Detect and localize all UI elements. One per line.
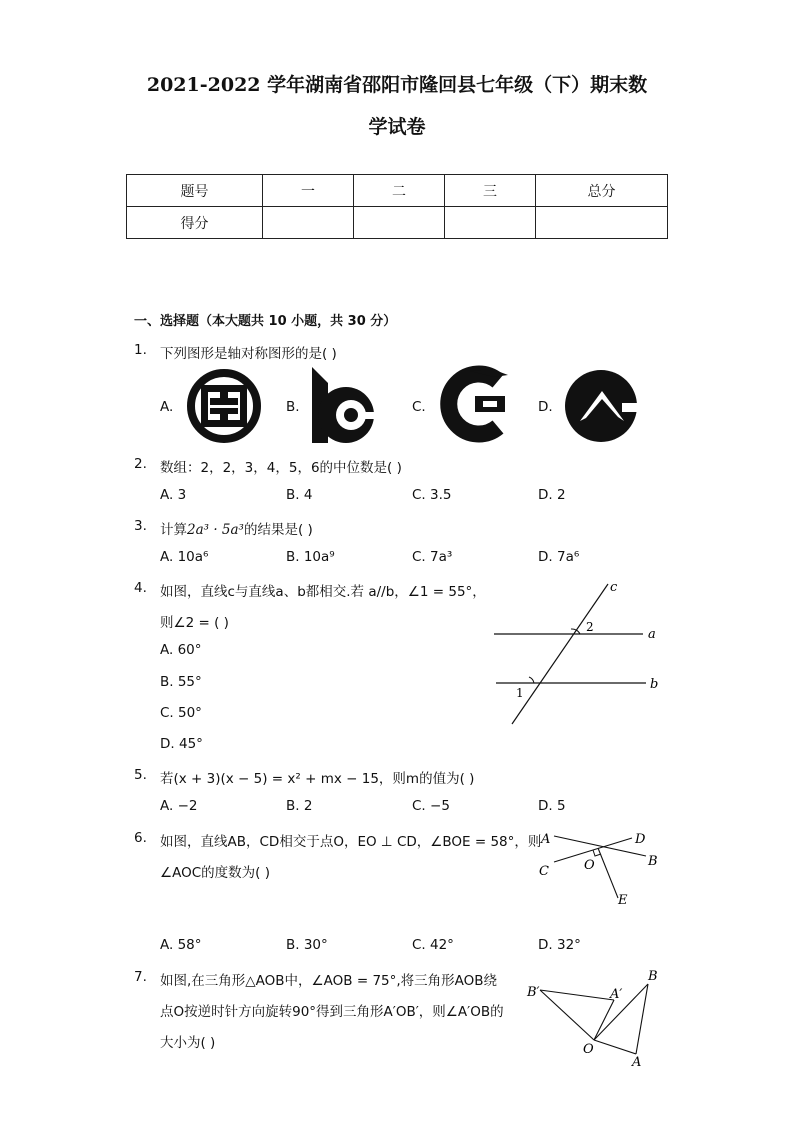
question-stem: 如图，直线AB，CD相交于点O，EO ⊥ CD，∠BOE = 58°，则 bbox=[160, 834, 542, 850]
option-label: C. bbox=[412, 399, 426, 415]
b-letter-logo-icon bbox=[306, 365, 386, 445]
question-stem: 则∠2 = ( ) bbox=[160, 615, 229, 631]
table-cell bbox=[354, 207, 445, 239]
option-label: B. 2 bbox=[286, 798, 313, 814]
table-cell: 题号 bbox=[127, 175, 263, 207]
point-label-B: B bbox=[648, 854, 658, 869]
option-label: C. −5 bbox=[412, 798, 450, 814]
option-label: D. 32° bbox=[538, 937, 581, 953]
table-cell: 得分 bbox=[127, 207, 263, 239]
option-label: A. 60° bbox=[160, 642, 202, 658]
bank-logo-icon bbox=[184, 367, 264, 445]
question-stem: 大小为( ) bbox=[160, 1035, 216, 1051]
option-label: C. 50° bbox=[160, 705, 202, 721]
option-label: C. 42° bbox=[412, 937, 454, 953]
option-label: C. 7a³ bbox=[412, 549, 453, 565]
option-label: D. 45° bbox=[160, 736, 203, 752]
option-label: D. 5 bbox=[538, 798, 566, 814]
mountain-circle-logo-icon bbox=[564, 369, 638, 443]
option-label: D. bbox=[538, 399, 553, 415]
stem-text: 计算 bbox=[160, 522, 187, 538]
point-label-C: C bbox=[539, 864, 549, 879]
point-label-D: D bbox=[635, 832, 646, 847]
table-cell bbox=[536, 207, 668, 239]
point-label-E: E bbox=[618, 893, 628, 908]
option-label: B. 30° bbox=[286, 937, 328, 953]
question-stem: 若(x + 3)(x − 5) = x² + mx − 15，则m的值为( ) bbox=[160, 771, 475, 787]
line-label-a: a bbox=[648, 627, 656, 642]
angle-label-1: 1 bbox=[516, 686, 524, 700]
option-label: A. 10a⁶ bbox=[160, 549, 209, 565]
point-label-A: A bbox=[632, 1055, 642, 1070]
point-label-A: A bbox=[541, 832, 551, 847]
parallel-lines-figure bbox=[488, 576, 668, 728]
line-label-b: b bbox=[650, 677, 659, 692]
option-label: B. 10a⁹ bbox=[286, 549, 335, 565]
table-cell: 二 bbox=[354, 175, 445, 207]
question-number: 3. bbox=[134, 518, 147, 534]
question-stem: 下列图形是轴对称图形的是( ) bbox=[160, 346, 337, 362]
question-stem bbox=[160, 518, 313, 538]
option-label: C. 3.5 bbox=[412, 487, 452, 503]
point-label-O: O bbox=[584, 858, 595, 873]
option-label: A. −2 bbox=[160, 798, 198, 814]
intersecting-lines-figure bbox=[534, 826, 664, 912]
question-stem: 如图,在三角形△AOB中，∠AOB = 75°,将三角形AOB绕 bbox=[160, 973, 498, 989]
score-table bbox=[126, 174, 668, 239]
question-stem: ∠AOC的度数为( ) bbox=[160, 865, 270, 881]
question-number: 2. bbox=[134, 456, 147, 472]
table-cell: 三 bbox=[445, 175, 536, 207]
table-cell: 一 bbox=[263, 175, 354, 207]
table-cell bbox=[263, 207, 354, 239]
line-label-c: c bbox=[610, 580, 618, 595]
angle-label-2: 2 bbox=[586, 620, 594, 634]
title-line-2: 学试卷 bbox=[368, 116, 426, 138]
dragon-c-logo-icon bbox=[432, 365, 518, 445]
option-label: D. 2 bbox=[538, 487, 566, 503]
option-label: B. 4 bbox=[286, 487, 313, 503]
table-row bbox=[127, 175, 668, 207]
title-line-1: 2021-2022 学年湖南省邵阳市隆回县七年级（下）期末数 bbox=[146, 74, 648, 96]
point-label-B-prime: B′ bbox=[527, 985, 540, 1000]
table-cell bbox=[445, 207, 536, 239]
question-number: 4. bbox=[134, 580, 147, 596]
stem-text: 的结果是( ) bbox=[243, 522, 313, 538]
rotated-triangle-figure bbox=[522, 966, 662, 1070]
question-number: 5. bbox=[134, 767, 147, 783]
question-number: 7. bbox=[134, 969, 147, 985]
table-cell: 总分 bbox=[536, 175, 668, 207]
option-label: A. 3 bbox=[160, 487, 187, 503]
option-label: A. 58° bbox=[160, 937, 202, 953]
point-label-A-prime: A′ bbox=[610, 987, 623, 1002]
option-label: D. 7a⁶ bbox=[538, 549, 580, 565]
math-expression: 2a³ · 5a³ bbox=[187, 522, 244, 538]
question-number: 6. bbox=[134, 830, 147, 846]
option-label: A. bbox=[160, 399, 174, 415]
table-row bbox=[127, 207, 668, 239]
point-label-B: B bbox=[648, 969, 658, 984]
section-heading: 一、选择题（本大题共 10 小题，共 30 分） bbox=[134, 314, 397, 329]
question-stem: 点O按逆时针方向旋转90°得到三角形A′OB′，则∠A′OB的 bbox=[160, 1004, 504, 1020]
question-stem: 数组：2，2，3，4，5，6的中位数是( ) bbox=[160, 460, 402, 476]
question-number: 1. bbox=[134, 342, 147, 358]
option-label: B. 55° bbox=[160, 674, 202, 690]
point-label-O: O bbox=[583, 1042, 594, 1057]
question-stem: 如图，直线c与直线a、b都相交.若 a//b，∠1 = 55°， bbox=[160, 584, 486, 600]
option-label: B. bbox=[286, 399, 300, 415]
